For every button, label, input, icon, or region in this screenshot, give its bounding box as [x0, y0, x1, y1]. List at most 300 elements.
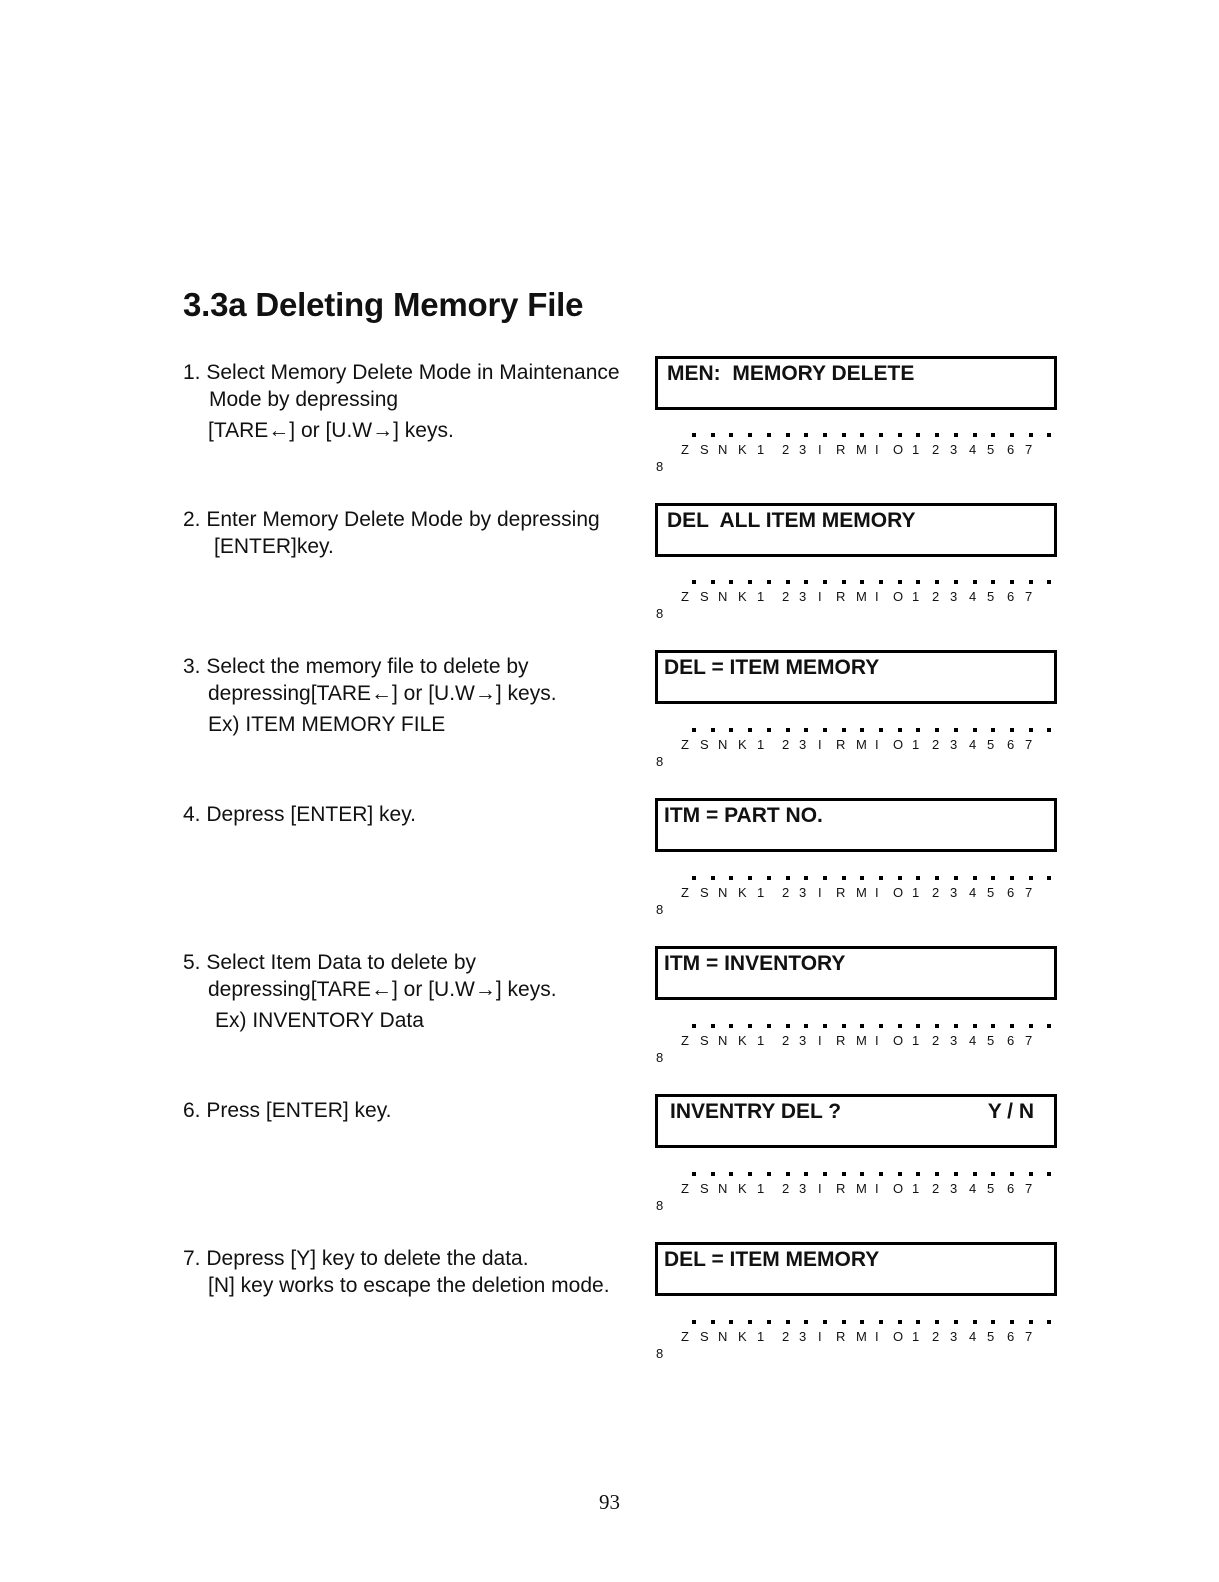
indicator-dot	[879, 1172, 883, 1176]
indicator-dot	[823, 1172, 827, 1176]
indicator-dot	[1010, 580, 1014, 584]
indicator-label: 6	[1007, 885, 1015, 900]
indicator-label: 2	[782, 737, 790, 752]
indicator-dot	[804, 433, 808, 437]
indicator-label: 2	[782, 1329, 790, 1344]
indicator-label: 7	[1025, 1181, 1033, 1196]
indicator-label: I	[875, 1181, 879, 1196]
indicator-label: 6	[1007, 1033, 1015, 1048]
indicator-dot	[786, 1320, 790, 1324]
lcd-display-step-7	[655, 1242, 1057, 1296]
step-5-instructions	[183, 949, 663, 1034]
indicator-label-overflow: 8	[656, 754, 664, 769]
indicator-dot	[991, 433, 995, 437]
indicator-label: 6	[1007, 442, 1015, 457]
indicator-dot	[748, 876, 752, 880]
indicator-label: 2	[782, 442, 790, 457]
lcd-display-step-6	[655, 1094, 1057, 1148]
indicator-label: 4	[969, 1181, 977, 1196]
step-1-instructions	[183, 359, 663, 444]
step-text-line: 1. Select Memory Delete Mode in Maintenance	[183, 361, 620, 384]
indicator-dot	[860, 1172, 864, 1176]
step-text-line: Ex) ITEM MEMORY FILE	[208, 713, 446, 736]
indicator-dot	[973, 1024, 977, 1028]
indicator-dot-row	[692, 1024, 1052, 1030]
indicator-label: 7	[1025, 1329, 1033, 1344]
indicator-dot	[973, 876, 977, 880]
indicator-dot	[1029, 1320, 1033, 1324]
indicator-label: 3	[950, 1181, 958, 1196]
step-text-line: 7. Depress [Y] key to delete the data.	[183, 1247, 529, 1270]
indicator-label: I	[818, 442, 822, 457]
lcd-text: DEL ALL ITEM MEMORY	[667, 509, 916, 532]
indicator-dot	[842, 1320, 846, 1324]
indicator-dot	[711, 1024, 715, 1028]
indicator-label: R	[836, 1033, 846, 1048]
indicator-label: Z	[681, 885, 689, 900]
indicator-dot	[879, 1320, 883, 1324]
indicator-label: 6	[1007, 737, 1015, 752]
indicator-dot	[804, 1320, 808, 1324]
indicator-label: 3	[799, 1033, 807, 1048]
lcd-display-step-5	[655, 946, 1057, 1000]
indicator-label: 1	[757, 1033, 765, 1048]
indicator-dot	[879, 876, 883, 880]
indicator-dot	[729, 728, 733, 732]
indicator-label: K	[738, 885, 747, 900]
indicator-dot	[1047, 433, 1051, 437]
step-6-instructions	[183, 1097, 663, 1124]
indicator-label: 1	[757, 442, 765, 457]
step-text-line: depressing[TARE←] or [U.W→] keys.	[208, 978, 557, 1001]
step-text-line: [ENTER]key.	[214, 535, 334, 558]
indicator-dot	[729, 580, 733, 584]
lcd-yes-no-prompt: Y / N	[987, 1100, 1034, 1123]
indicator-dot	[842, 1024, 846, 1028]
indicator-dot	[748, 1172, 752, 1176]
indicator-label: 4	[969, 1329, 977, 1344]
indicator-dot	[973, 1172, 977, 1176]
indicator-dot	[973, 728, 977, 732]
indicator-label: 3	[950, 1033, 958, 1048]
indicator-dot	[1047, 580, 1051, 584]
indicator-dot	[954, 433, 958, 437]
indicator-dot	[729, 876, 733, 880]
indicator-dot	[973, 1320, 977, 1324]
indicator-dot	[1047, 876, 1051, 880]
step-text-line: [N] key works to escape the deletion mode.	[208, 1274, 610, 1297]
indicator-label: 1	[757, 1329, 765, 1344]
indicator-dot	[823, 728, 827, 732]
lcd-text: DEL = ITEM MEMORY	[664, 656, 880, 679]
step-2-instructions	[183, 506, 663, 560]
indicator-dot	[842, 876, 846, 880]
indicator-dot	[767, 1320, 771, 1324]
indicator-label: S	[700, 737, 709, 752]
indicator-dot	[879, 580, 883, 584]
indicator-label: 5	[987, 442, 995, 457]
indicator-dot	[1010, 1320, 1014, 1324]
indicator-label: 7	[1025, 885, 1033, 900]
indicator-label: I	[818, 1329, 822, 1344]
indicator-label: R	[836, 1181, 846, 1196]
indicator-label: Z	[681, 1033, 689, 1048]
indicator-dot	[916, 1320, 920, 1324]
indicator-label: 5	[987, 589, 995, 604]
indicator-dot	[1029, 876, 1033, 880]
indicator-dot	[935, 580, 939, 584]
indicator-label: 3	[950, 737, 958, 752]
indicator-dot	[1010, 433, 1014, 437]
indicator-dot	[1010, 1172, 1014, 1176]
indicator-dot	[898, 876, 902, 880]
indicator-label: M	[856, 1033, 867, 1048]
step-text-line: depressing[TARE←] or [U.W→] keys.	[208, 682, 557, 705]
indicator-dot	[973, 580, 977, 584]
indicator-label: 4	[969, 442, 977, 457]
indicator-dot	[1029, 728, 1033, 732]
indicator-label: K	[738, 1033, 747, 1048]
indicator-dot-row	[692, 580, 1052, 586]
indicator-dot	[860, 876, 864, 880]
indicator-dot	[767, 580, 771, 584]
indicator-label: 2	[932, 442, 940, 457]
indicator-dot	[711, 1320, 715, 1324]
indicator-label: M	[856, 737, 867, 752]
indicator-dot	[898, 728, 902, 732]
indicator-label: 7	[1025, 442, 1033, 457]
indicator-label: N	[718, 737, 728, 752]
indicator-label: 3	[950, 1329, 958, 1344]
indicator-label: S	[700, 1033, 709, 1048]
indicator-label: 7	[1025, 737, 1033, 752]
indicator-dot-row	[692, 1320, 1052, 1326]
indicator-label: I	[875, 737, 879, 752]
indicator-label: 1	[912, 1181, 920, 1196]
indicator-dot	[1047, 1024, 1051, 1028]
indicator-label: 1	[912, 442, 920, 457]
indicator-dot	[767, 728, 771, 732]
indicator-label: Z	[681, 1181, 689, 1196]
indicator-dot	[823, 876, 827, 880]
indicator-label: 2	[782, 1181, 790, 1196]
step-text-line: 2. Enter Memory Delete Mode by depressing	[183, 508, 600, 531]
indicator-dot	[748, 1024, 752, 1028]
indicator-label: 5	[987, 1181, 995, 1196]
indicator-dot	[860, 580, 864, 584]
indicator-dot	[1029, 1172, 1033, 1176]
step-3-instructions	[183, 653, 663, 738]
indicator-label: 4	[969, 589, 977, 604]
lcd-text: ITM = INVENTORY	[664, 952, 846, 975]
indicator-dot	[804, 580, 808, 584]
indicator-label: N	[718, 1329, 728, 1344]
indicator-dot	[823, 433, 827, 437]
indicator-label: K	[738, 737, 747, 752]
indicator-dot	[935, 433, 939, 437]
indicator-dot	[804, 876, 808, 880]
indicator-dot	[1029, 433, 1033, 437]
indicator-label: N	[718, 1033, 728, 1048]
indicator-dot	[860, 1320, 864, 1324]
indicator-dot	[1047, 728, 1051, 732]
indicator-dot	[1010, 728, 1014, 732]
indicator-dot	[916, 433, 920, 437]
indicator-dot	[786, 433, 790, 437]
indicator-label: R	[836, 885, 846, 900]
indicator-label: 1	[912, 1033, 920, 1048]
indicator-label: N	[718, 442, 728, 457]
indicator-label: 2	[782, 885, 790, 900]
lcd-text: MEN: MEMORY DELETE	[667, 362, 915, 385]
indicator-dot-row	[692, 433, 1052, 439]
indicator-dot	[898, 1320, 902, 1324]
indicator-dot	[842, 433, 846, 437]
indicator-label: M	[856, 1329, 867, 1344]
indicator-dot	[692, 1172, 696, 1176]
indicator-label: 1	[757, 589, 765, 604]
indicator-label: M	[856, 589, 867, 604]
indicator-label: 5	[987, 737, 995, 752]
indicator-label: I	[875, 885, 879, 900]
indicator-dot	[954, 580, 958, 584]
indicator-dot	[804, 1172, 808, 1176]
indicator-dot	[860, 433, 864, 437]
indicator-label: Z	[681, 737, 689, 752]
indicator-label: 1	[912, 589, 920, 604]
indicator-label: 3	[950, 885, 958, 900]
indicator-label: 3	[799, 737, 807, 752]
indicator-dot	[692, 728, 696, 732]
indicator-dot	[786, 876, 790, 880]
indicator-dot	[991, 1320, 995, 1324]
indicator-label-overflow: 8	[656, 1198, 664, 1213]
indicator-dot	[767, 1024, 771, 1028]
indicator-dot	[954, 1172, 958, 1176]
indicator-label: 5	[987, 1033, 995, 1048]
indicator-dot	[860, 728, 864, 732]
indicator-label: 3	[799, 1181, 807, 1196]
indicator-label: O	[893, 737, 904, 752]
indicator-dot	[1029, 580, 1033, 584]
indicator-dot	[1047, 1172, 1051, 1176]
indicator-label: I	[875, 589, 879, 604]
indicator-label: K	[738, 1329, 747, 1344]
indicator-label: 2	[782, 589, 790, 604]
indicator-label: 3	[950, 589, 958, 604]
indicator-dot	[991, 1024, 995, 1028]
indicator-label: I	[818, 885, 822, 900]
step-text-line: [TARE←] or [U.W→] keys.	[208, 419, 454, 442]
indicator-dot	[991, 728, 995, 732]
lcd-text: DEL = ITEM MEMORY	[664, 1248, 880, 1271]
indicator-label: I	[818, 737, 822, 752]
indicator-label: M	[856, 1181, 867, 1196]
indicator-dot	[823, 1320, 827, 1324]
indicator-dot	[786, 1172, 790, 1176]
indicator-label: S	[700, 885, 709, 900]
indicator-label: 3	[799, 589, 807, 604]
indicator-label: I	[818, 1181, 822, 1196]
indicator-label: S	[700, 442, 709, 457]
indicator-dot	[879, 1024, 883, 1028]
indicator-dot	[767, 876, 771, 880]
indicator-label: R	[836, 589, 846, 604]
indicator-label: 2	[932, 589, 940, 604]
indicator-label: 2	[932, 1033, 940, 1048]
indicator-dot	[786, 1024, 790, 1028]
indicator-dot	[954, 1024, 958, 1028]
indicator-label: Z	[681, 442, 689, 457]
indicator-label: 1	[757, 1181, 765, 1196]
indicator-dot	[692, 433, 696, 437]
indicator-label: N	[718, 885, 728, 900]
indicator-dot	[898, 433, 902, 437]
indicator-label-overflow: 8	[656, 459, 664, 474]
indicator-label: 2	[782, 1033, 790, 1048]
indicator-dot	[748, 580, 752, 584]
lcd-text: ITM = PART NO.	[664, 804, 823, 827]
lcd-display-step-2	[655, 503, 1057, 557]
indicator-label: 5	[987, 1329, 995, 1344]
indicator-dot	[879, 728, 883, 732]
indicator-dot	[935, 728, 939, 732]
indicator-label: I	[818, 589, 822, 604]
indicator-label: I	[875, 1329, 879, 1344]
indicator-dot	[711, 876, 715, 880]
indicator-dot	[860, 1024, 864, 1028]
indicator-label: K	[738, 442, 747, 457]
indicator-label: O	[893, 589, 904, 604]
indicator-dot	[916, 876, 920, 880]
indicator-dot	[954, 1320, 958, 1324]
indicator-dot	[823, 1024, 827, 1028]
indicator-dot	[935, 876, 939, 880]
indicator-dot	[842, 1172, 846, 1176]
step-text-line: Ex) INVENTORY Data	[215, 1009, 424, 1032]
indicator-label: O	[893, 1033, 904, 1048]
indicator-dot	[991, 876, 995, 880]
indicator-label: 6	[1007, 589, 1015, 604]
indicator-label: 3	[799, 442, 807, 457]
indicator-label: O	[893, 1329, 904, 1344]
indicator-dot-row	[692, 1172, 1052, 1178]
indicator-dot	[711, 728, 715, 732]
indicator-label: 6	[1007, 1329, 1015, 1344]
lcd-display-step-3	[655, 650, 1057, 704]
indicator-dot	[748, 1320, 752, 1324]
indicator-label: 4	[969, 885, 977, 900]
indicator-label: 7	[1025, 1033, 1033, 1048]
indicator-dot	[842, 580, 846, 584]
step-text-line: 4. Depress [ENTER] key.	[183, 803, 417, 826]
lcd-text: INVENTRY DEL ?	[670, 1100, 842, 1123]
indicator-label: I	[875, 442, 879, 457]
indicator-dot-row	[692, 728, 1052, 734]
indicator-dot	[692, 1320, 696, 1324]
indicator-label: 2	[932, 885, 940, 900]
indicator-label: 2	[932, 1329, 940, 1344]
indicator-label-overflow: 8	[656, 1346, 664, 1361]
indicator-label: 3	[799, 885, 807, 900]
indicator-label: S	[700, 1329, 709, 1344]
indicator-label-overflow: 8	[656, 902, 664, 917]
indicator-dot	[692, 1024, 696, 1028]
indicator-dot	[916, 1024, 920, 1028]
indicator-dot	[729, 1172, 733, 1176]
lcd-display-step-1	[655, 356, 1057, 410]
indicator-label: S	[700, 589, 709, 604]
indicator-label-overflow: 8	[656, 606, 664, 621]
indicator-dot	[1029, 1024, 1033, 1028]
indicator-dot	[786, 580, 790, 584]
indicator-dot	[954, 728, 958, 732]
indicator-label: I	[875, 1033, 879, 1048]
indicator-label: 1	[912, 737, 920, 752]
step-7-instructions	[183, 1245, 663, 1299]
indicator-label: 3	[950, 442, 958, 457]
indicator-dot	[1047, 1320, 1051, 1324]
indicator-dot	[898, 1172, 902, 1176]
indicator-dot	[1010, 876, 1014, 880]
indicator-label: K	[738, 1181, 747, 1196]
indicator-label: R	[836, 737, 846, 752]
indicator-dot	[898, 580, 902, 584]
step-text-line: 6. Press [ENTER] key.	[183, 1099, 392, 1122]
indicator-label: Z	[681, 1329, 689, 1344]
indicator-dot	[748, 728, 752, 732]
indicator-dot	[842, 728, 846, 732]
indicator-label: 4	[969, 737, 977, 752]
indicator-label: N	[718, 1181, 728, 1196]
indicator-dot	[729, 1320, 733, 1324]
page-number: 93	[599, 1490, 620, 1514]
indicator-dot	[954, 876, 958, 880]
indicator-dot	[711, 1172, 715, 1176]
step-text-line: Mode by depressing	[209, 388, 399, 411]
indicator-label: 2	[932, 1181, 940, 1196]
indicator-label-overflow: 8	[656, 1050, 664, 1065]
indicator-dot	[767, 1172, 771, 1176]
indicator-label: O	[893, 1181, 904, 1196]
indicator-label: M	[856, 885, 867, 900]
indicator-label: 6	[1007, 1181, 1015, 1196]
indicator-dot	[711, 580, 715, 584]
indicator-dot	[804, 728, 808, 732]
indicator-label: I	[818, 1033, 822, 1048]
indicator-dot	[879, 433, 883, 437]
indicator-dot	[748, 433, 752, 437]
indicator-dot	[898, 1024, 902, 1028]
indicator-dot-row	[692, 876, 1052, 882]
indicator-label: R	[836, 1329, 846, 1344]
lcd-display-step-4	[655, 798, 1057, 852]
indicator-dot	[1010, 1024, 1014, 1028]
indicator-label: 5	[987, 885, 995, 900]
indicator-label: 3	[799, 1329, 807, 1344]
indicator-dot	[692, 876, 696, 880]
indicator-label: 1	[912, 1329, 920, 1344]
indicator-label: R	[836, 442, 846, 457]
indicator-dot	[991, 580, 995, 584]
indicator-dot	[916, 580, 920, 584]
section-title: 3.3a Deleting Memory File	[183, 286, 584, 323]
indicator-label: 2	[932, 737, 940, 752]
indicator-dot	[935, 1172, 939, 1176]
indicator-label: 1	[912, 885, 920, 900]
indicator-label: M	[856, 442, 867, 457]
indicator-label: S	[700, 1181, 709, 1196]
